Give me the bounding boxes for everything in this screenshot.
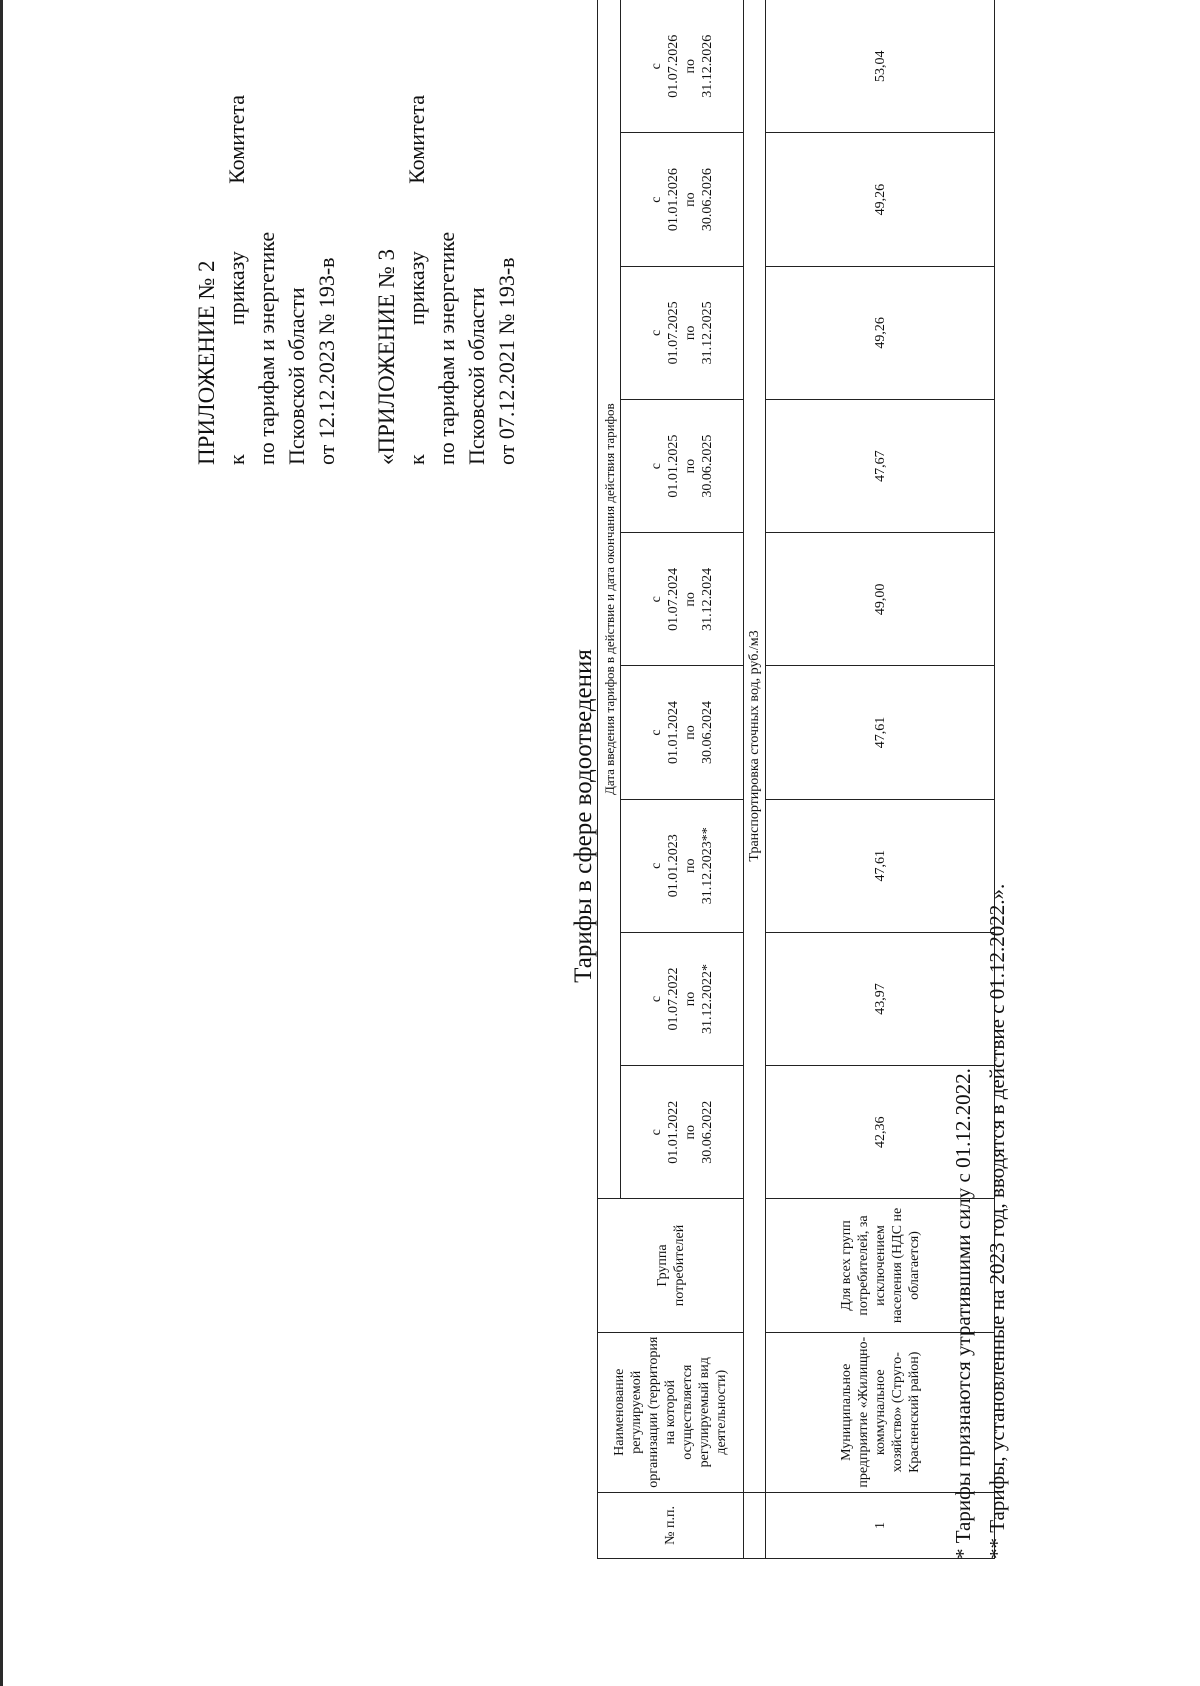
tariff-value: 49,00	[766, 533, 995, 666]
section-title: Транспортировка сточных вод, руб./м3	[744, 0, 766, 1492]
appendix-old-line2	[402, 95, 432, 465]
tariff-value: 47,61	[766, 799, 995, 932]
appendix-new-line3: по тарифам и энергетике	[254, 231, 279, 465]
tariff-value: 43,97	[766, 932, 995, 1065]
appendix-new-k: к	[224, 454, 249, 465]
tariff-value: 47,61	[766, 666, 995, 799]
col-header-organization: Наименование регулируемой организации (территория на которой осуществляется регулируемый вид деятельности)	[598, 1332, 744, 1492]
tariff-value: 49,26	[766, 133, 995, 266]
section-row	[744, 0, 766, 1559]
appendix-old-line4: Псковской области	[464, 287, 489, 465]
tariff-value: 47,67	[766, 399, 995, 532]
appendix-new-line4: Псковской области	[284, 287, 309, 465]
tariff-value: 49,26	[766, 266, 995, 399]
appendix-new-prikaz: приказу	[224, 251, 249, 326]
appendix-new-block	[192, 95, 342, 465]
appendix-old-title: «ПРИЛОЖЕНИЕ № 3	[374, 248, 399, 465]
appendix-new-title: ПРИЛОЖЕНИЕ № 2	[194, 260, 219, 465]
row-number: 1	[766, 1492, 995, 1558]
period-cell: с 01.07.2022 по 31.12.2022*	[621, 932, 744, 1065]
col-header-consumer-group: Группа потребителей	[598, 1199, 744, 1332]
row-consumer-group: Для всех групп потребителей, за исключением населения (НДС не облагается)	[766, 1199, 995, 1332]
tariff-table	[597, 0, 995, 1559]
document-title: Тарифы в сфере водоотведения	[570, 649, 597, 983]
appendix-old-line3: по тарифам и энергетике	[434, 231, 459, 465]
period-cell: с 01.01.2026 по 30.06.2026	[621, 133, 744, 266]
appendix-old-komiteta: Комитета	[404, 95, 429, 184]
period-cell: с 01.01.2023 по 31.12.2023**	[621, 799, 744, 932]
appendix-old-line5: от 07.12.2021 № 193-в	[494, 257, 519, 465]
period-cell: с 01.01.2022 по 30.06.2022	[621, 1066, 744, 1199]
footnotes	[946, 559, 1014, 1559]
col-header-periods: Дата введения тарифов в действие и дата окончания действия тарифов	[598, 0, 621, 1199]
period-cell: с 01.07.2026 по 31.12.2026	[621, 0, 744, 133]
header-row	[598, 0, 621, 1559]
footnote-1: * Тарифы признаются утратившими силу с 01.12.2022.	[951, 1068, 975, 1559]
period-cell: с 01.07.2024 по 31.12.2024	[621, 533, 744, 666]
tariff-value: 42,36	[766, 1066, 995, 1199]
appendix-new-line5: от 12.12.2023 № 193-в	[314, 257, 339, 465]
period-cell: с 01.01.2024 по 30.06.2024	[621, 666, 744, 799]
row-organization: Муниципальное предприятие «Жилищно-коммунальное хозяйство» (Струго-Красненский район)	[766, 1332, 995, 1492]
tariff-value: 53,04	[766, 0, 995, 133]
appendix-old-k: к	[404, 454, 429, 465]
appendix-old-prikaz: приказу	[404, 251, 429, 326]
appendix-new-komiteta: Комитета	[224, 95, 249, 184]
appendix-old-block	[372, 95, 522, 465]
period-cell: с 01.01.2025 по 30.06.2025	[621, 399, 744, 532]
footnote-2: ** Тарифы, установленные на 2023 год, вводятся в действие с 01.12.2022.».	[985, 883, 1009, 1559]
period-cell: с 01.07.2025 по 31.12.2025	[621, 266, 744, 399]
section-empty-cell	[744, 1492, 766, 1558]
appendix-new-line2	[222, 95, 252, 465]
col-header-number: № п.п.	[598, 1492, 744, 1558]
